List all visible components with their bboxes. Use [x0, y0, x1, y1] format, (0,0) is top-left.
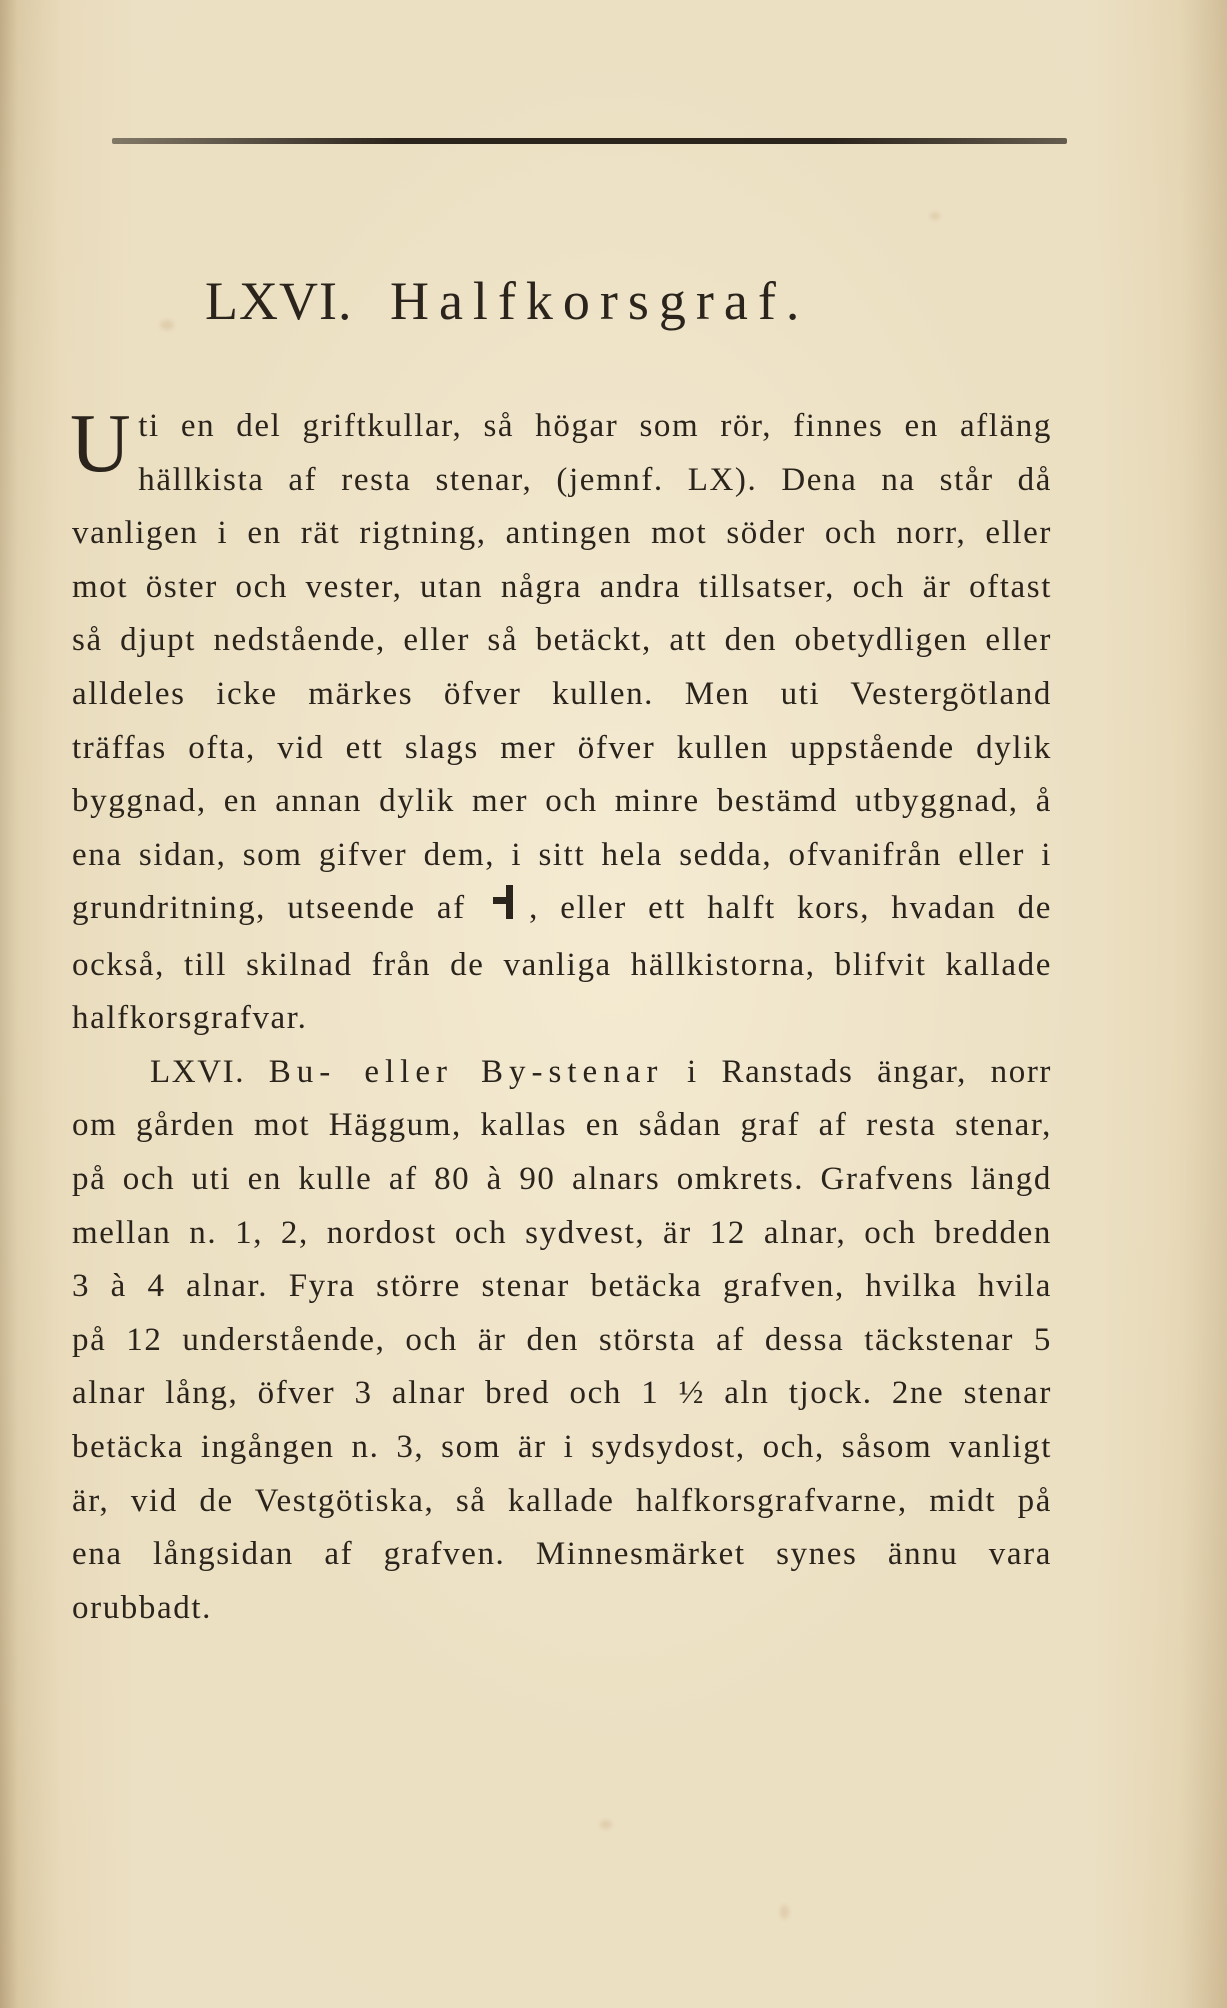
- body-text: [70, 397, 1052, 1635]
- half-cross-icon: [491, 883, 525, 939]
- foxing-spot: [160, 320, 174, 330]
- foxing-spot: [930, 212, 940, 220]
- paragraph-1-text-end: , eller ett halft kors, hvadan de också, till skilnad från de vanliga hällkistorna, blifvit kallade halfkorsgrafvar.: [72, 890, 1052, 1037]
- paragraph-1-text: ti en del griftkullar, så högar som rör, finnes en afläng hällkista af resta stenar, (jemnf. LX). Dena na står då vanligen i en rät rigtning, antingen mot söder och norr, eller mot öster och vester, utan några andra tillsatser, och är oftast så djupt nedstående, eller så betäckt, att den obetydligen eller alldeles icke märkes öfver kullen. Men uti Vestergötland träffas ofta, vid ett slags mer öfver kullen uppstående dylik byggnad, en annan dylik mer och minre bestämd utbyggnad, å ena sidan, som gifver dem, i sitt hela sedda, ofvanifrån eller i grundritning, utseende af: [72, 408, 1052, 927]
- section-number: LXVI.: [205, 271, 353, 331]
- paragraph-2-name: Bu- eller By-stenar: [268, 1053, 664, 1090]
- paragraph-2-number: LXVI.: [150, 1053, 246, 1090]
- foxing-spot: [780, 1905, 789, 1919]
- drop-cap: U: [70, 397, 133, 490]
- paragraph-1: [70, 397, 1052, 1046]
- header-rule: [112, 138, 1067, 144]
- paragraph-2-text: i Ranstads ängar, norr om gården mot Häggum, kallas en sådan graf af resta stenar, på och uti en kulle af 80 à 90 alnars omkrets. Grafvens längd mellan n. 1, 2, nordost och sydvest, är 12 alnar, och bredden 3 à 4 alnar. Fyra större stenar betäcka grafven, hvilka hvila på 12 understående, och är den största af dessa täckstenar 5 alnar lång, öfver 3 alnar bred och 1 ½ aln tjock. 2ne stenar betäcka ingången n. 3, som är i sydsydost, och, såsom vanligt är, vid de Vestgötiska, så kallade halfkorsgrafvarne, midt på ena långsidan af grafven. Minnesmärket synes ännu vara orubbadt.: [72, 1053, 1052, 1626]
- paragraph-2: [72, 1046, 1052, 1636]
- section-heading: [205, 270, 1005, 332]
- foxing-spot: [600, 1820, 612, 1829]
- section-title: Halfkorsgraf.: [389, 271, 810, 331]
